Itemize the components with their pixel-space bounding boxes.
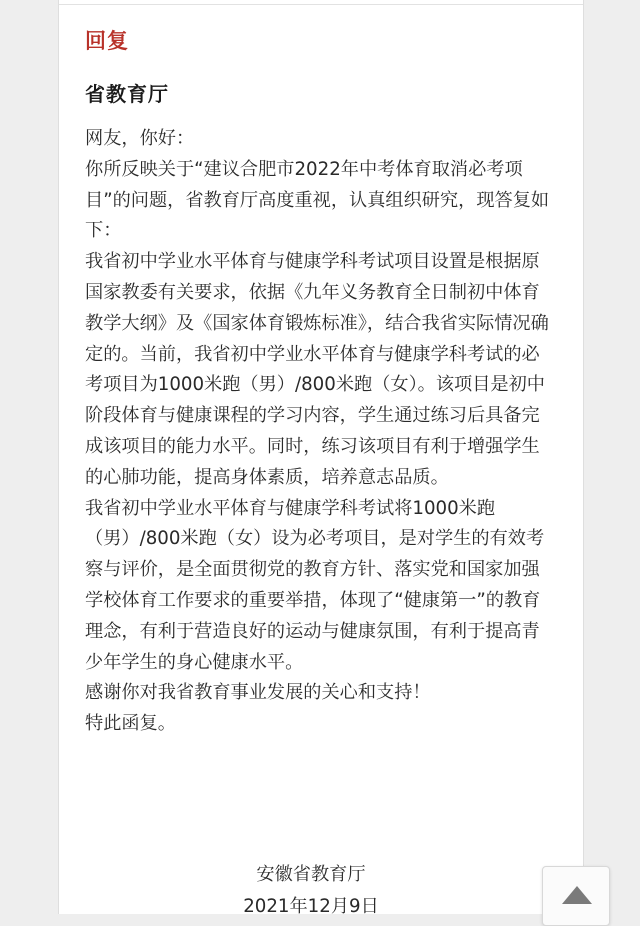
thanks-line: 感谢你对我省教育事业发展的关心和支持！ xyxy=(85,682,431,704)
triangle-up-icon xyxy=(560,884,594,906)
reply-card xyxy=(58,0,584,917)
scroll-to-top-button[interactable] xyxy=(542,866,610,926)
sender-name: 省教育厅 xyxy=(85,82,169,106)
reply-paragraph: 我省初中学业水平体育与健康学科考试将1000米跑（男）/800米跑（女）设为必考项目，是对学生的有效考察与评价，是全面贯彻党的教育方针、落实党和国家加强学校体育工作要求的重要举措，体现了“健康第一”的教育理念，有利于营造良好的运动与健康氛围，有利于提高青少年学生的身心健康水平。 xyxy=(85,497,545,673)
signature-date: 2021年12月9日 xyxy=(243,896,379,917)
reply-paragraph: 我省初中学业水平体育与健康学科考试项目设置是根据原国家教委有关要求，依据《九年义务教育全日制初中体育教学大纲》及《国家体育锻炼标准》，结合我省实际情况确定的。当前，我省初中学业水平体育与健康学科考试的必考项目为1000米跑（男）/800米跑（女）。该项目是初中阶段体育与健康课程的学习内容，学生通过练习后具备完成该项目的能力水平。同时，练习该项目有利于增强学生的心肺功能，提高身体素质，培养意志品质。 xyxy=(85,251,549,488)
signature-org: 安徽省教育厅 xyxy=(256,864,366,885)
reply-body xyxy=(85,124,555,740)
reply-paragraph: 你所反映关于“建议合肥市2022年中考体育取消必考项目”的问题，省教育厅高度重视，认真组织研究，现答复如下： xyxy=(85,158,550,242)
reply-heading: 回复 xyxy=(85,29,129,53)
divider xyxy=(59,4,583,5)
closing-line: 特此函复。 xyxy=(85,713,176,735)
greeting: 网友，你好： xyxy=(85,128,195,149)
